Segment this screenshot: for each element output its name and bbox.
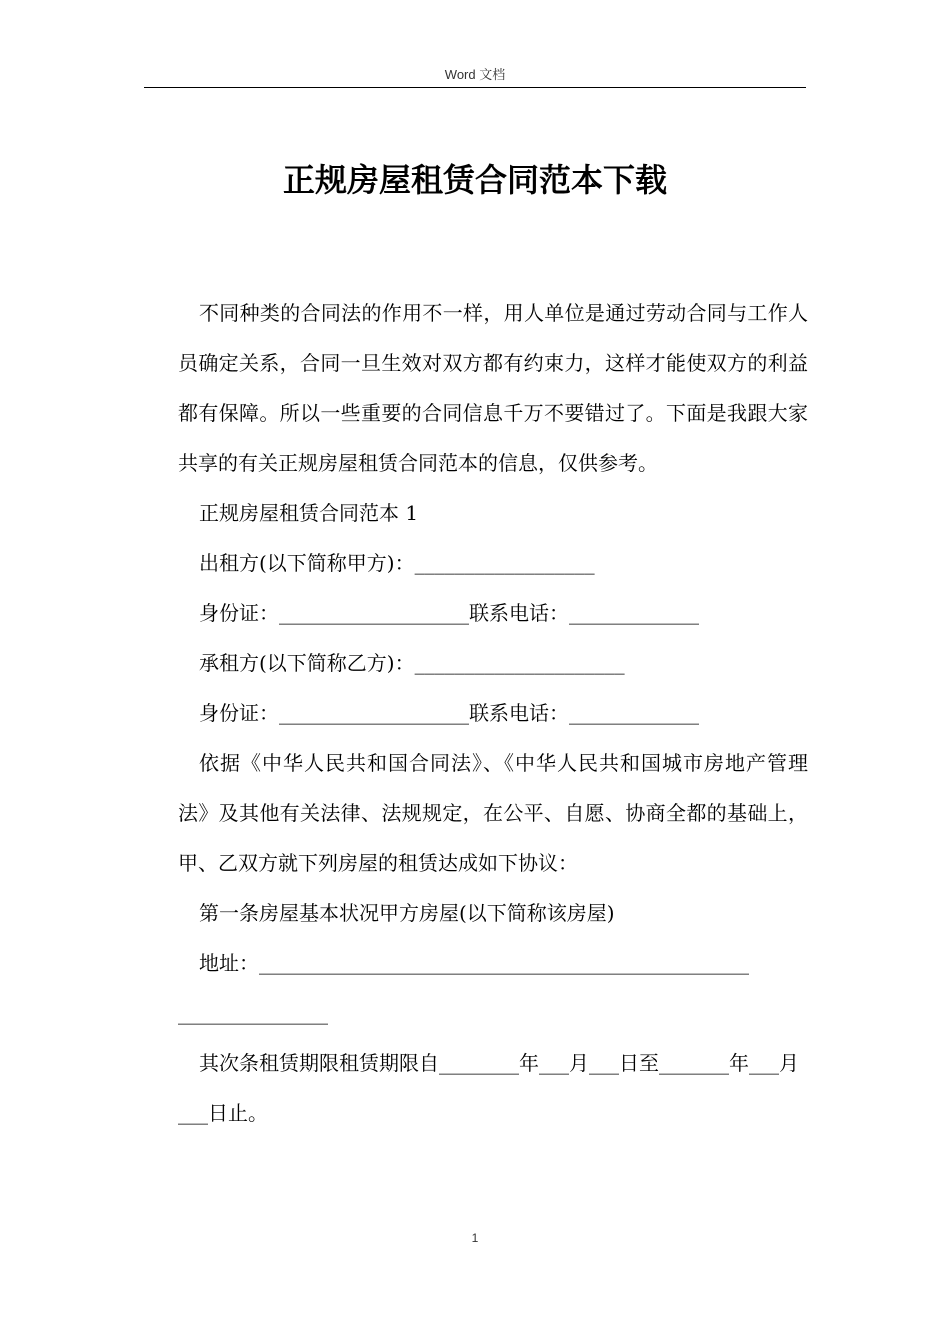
paragraph-lessor: 出租方(以下简称甲方)：__________________ — [199, 551, 595, 575]
paragraph-article-1: 第一条房屋基本状况甲方房屋(以下简称该房屋) — [199, 901, 615, 925]
page-header: Word 文档 — [444, 67, 506, 82]
paragraph-address: 地址：_________________________________________________ _______________ — [178, 951, 756, 1025]
paragraph-article-2: 其次条租赁期限租赁期限自________年___月___日至_______年___月___日止。 — [178, 1051, 799, 1125]
page-number: 1 — [471, 1231, 479, 1245]
paragraph-lessor-id: 身份证：___________________联系电话：_____________ — [199, 601, 699, 625]
document-body — [178, 288, 808, 1138]
paragraph-intro: 不同种类的合同法的作用不一样，用人单位是通过劳动合同与工作人员确定关系，合同一旦生效对双方都有约束力，这样才能使双方的利益都有保障。所以一些重要的合同信息千万不要错过了。下面是我跟大家共享的有关正规房屋租赁合同范本的信息，仅供参考。 — [178, 301, 808, 475]
paragraph-contract-heading: 正规房屋租赁合同范本 1 — [199, 501, 419, 525]
paragraph-legal-basis: 依据《中华人民共和国合同法》、《中华人民共和国城市房地产管理法》及其他有关法律、法规规定，在公平、自愿、协商全都的基础上，甲、乙双方就下列房屋的租赁达成如下协议： — [178, 751, 808, 875]
paragraph-lessee: 承租方(以下简称乙方)：_____________________ — [199, 651, 625, 675]
document-title: 正规房屋租赁合同范本下载 — [282, 161, 667, 199]
header-rule — [144, 87, 806, 88]
paragraph-lessee-id: 身份证：___________________联系电话：_____________ — [199, 701, 699, 725]
